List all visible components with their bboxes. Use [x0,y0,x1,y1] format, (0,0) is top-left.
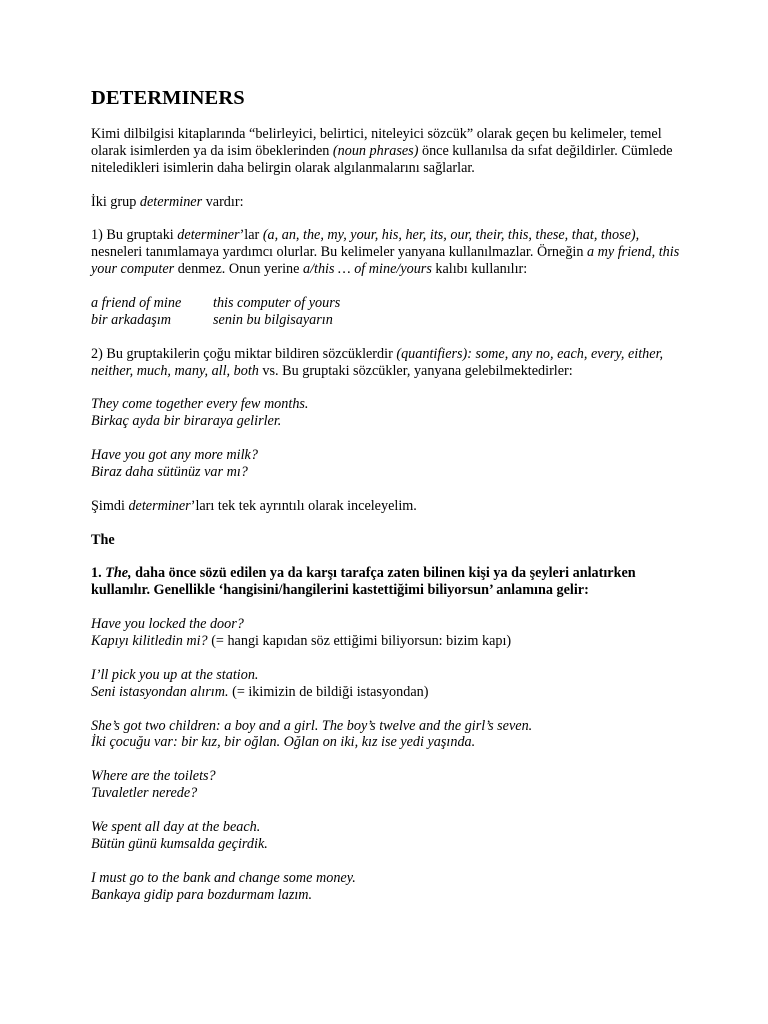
example-turkish: Kapıyı kilitledin mi? [91,633,208,650]
example-english: Have you got any more milk? [91,447,258,464]
g1-text-9: kalıbı kullanılır: [431,261,528,278]
rule1-text-1: 1. [91,565,106,582]
document-page [91,86,691,920]
example-english: I must go to the bank and change some money. [91,869,356,886]
example-block [91,447,691,481]
example-block [91,616,691,650]
example-turkish: Bütün günü kumsalda geçirdik. [91,835,268,852]
example-note: (= hangi kapıdan söz ettiğimi biliyorsun: bizim kapı) [207,633,512,650]
g1-text-4: (a, an, the, my, your, his, her, its, our, their, this, these, that, those), [262,227,640,244]
example-turkish: İki çocuğu var: bir kız, bir oğlan. Oğlan on iki, kız ise yedi yaşında. [91,734,476,751]
example-english: She’s got two children: a boy and a girl. The boy’s twelve and the girl’s seven. [91,717,533,734]
now-text-3: ’ları tek tek ayrıntılı olarak inceleyelim. [190,497,417,514]
g1-text-7: denmez. Onun yerine [174,261,303,278]
example-block [91,718,691,752]
example-right: senin bu bilgisayarın [213,311,333,328]
example-right: this computer of yours [213,295,341,312]
group1-examples [91,295,691,329]
g1-text-8: a/this … of mine/yours [302,261,432,278]
intro-text-1: Kimi dilbilgisi kitaplarında “belirleyici, belirtici, niteleyici sözcük” olarak geçen bu kelimeler, temel olarak isimlerden ya da isim öbeklerinden [91,126,662,159]
g1-text-3: ’lar [239,227,263,244]
example-left: bir arkadaşım [91,311,172,328]
example-block [91,819,691,853]
example-note: (= ikimizin de bildiği istasyondan) [228,683,429,700]
now-paragraph [91,498,691,515]
example-english: Have you locked the door? [91,616,244,633]
rule1-text-3: daha önce sözü edilen ya da karşı tarafça zaten bilinen kişi ya da şeyleri anlatırken kullanılır. Genellikle ‘hangisini/hangilerini kastettiğimi biliyorsun’ anlamına gelir: [91,565,636,599]
example-row [91,312,691,329]
now-text-1: Şimdi [91,497,129,514]
example-row [91,295,691,312]
group2-paragraph [91,346,691,380]
example-block [91,768,691,802]
example-english: We spent all day at the beach. [91,818,261,835]
example-block [91,667,691,701]
section-heading-the: The [91,531,115,548]
example-turkish: Biraz daha sütünüz var mı? [91,464,248,481]
now-text-2: determiner [128,497,191,514]
g2-text-3: vs. Bu gruptaki sözcükler, yanyana gelebilmektedirler: [258,362,573,379]
rule1-text-2: The, [105,565,132,582]
example-turkish: Bankaya gidip para bozdurmam lazım. [91,886,313,903]
groups-text-2: determiner [139,193,203,210]
intro-text-3: önce kullanılsa da sıfat değildirler. Cümlede niteledikleri isimlerin daha belirgin olarak algılanmalarını sağlarlar. [91,142,673,176]
rule1-paragraph [91,565,691,599]
example-left: a friend of mine [91,295,182,312]
example-english: I’ll pick you up at the station. [91,666,259,683]
g1-text-2: determiner [177,227,240,244]
g1-text-1: 1) Bu gruptaki [91,227,178,244]
example-english: Where are the toilets? [91,768,216,785]
example-turkish: Seni istasyondan alırım. [91,683,229,700]
g2-text-2: (quantifiers): some, any no, each, every, either, neither, much, many, all, both [91,345,664,379]
document-title: DETERMINERS [91,87,245,109]
g1-text-6: a my friend, this your computer [91,244,680,278]
group1-paragraph [91,227,691,278]
groups-paragraph [91,194,691,211]
g1-text-5: nesneleri tanımlamaya yardımcı olurlar. Bu kelimeler yanyana kullanılmazlar. Örneğin [91,244,587,261]
groups-text-1: İki grup [91,193,140,210]
intro-paragraph [91,126,691,177]
example-english: They come together every few months. [91,396,309,413]
groups-text-3: vardır: [202,193,244,210]
example-block [91,870,691,904]
g2-text-1: 2) Bu gruptakilerin çoğu miktar bildiren sözcüklerdir [91,345,397,362]
example-turkish: Tuvaletler nerede? [91,785,198,802]
example-turkish: Birkaç ayda bir biraraya gelirler. [91,413,282,430]
intro-text-2: (noun phrases) [332,142,419,159]
example-block [91,396,691,430]
